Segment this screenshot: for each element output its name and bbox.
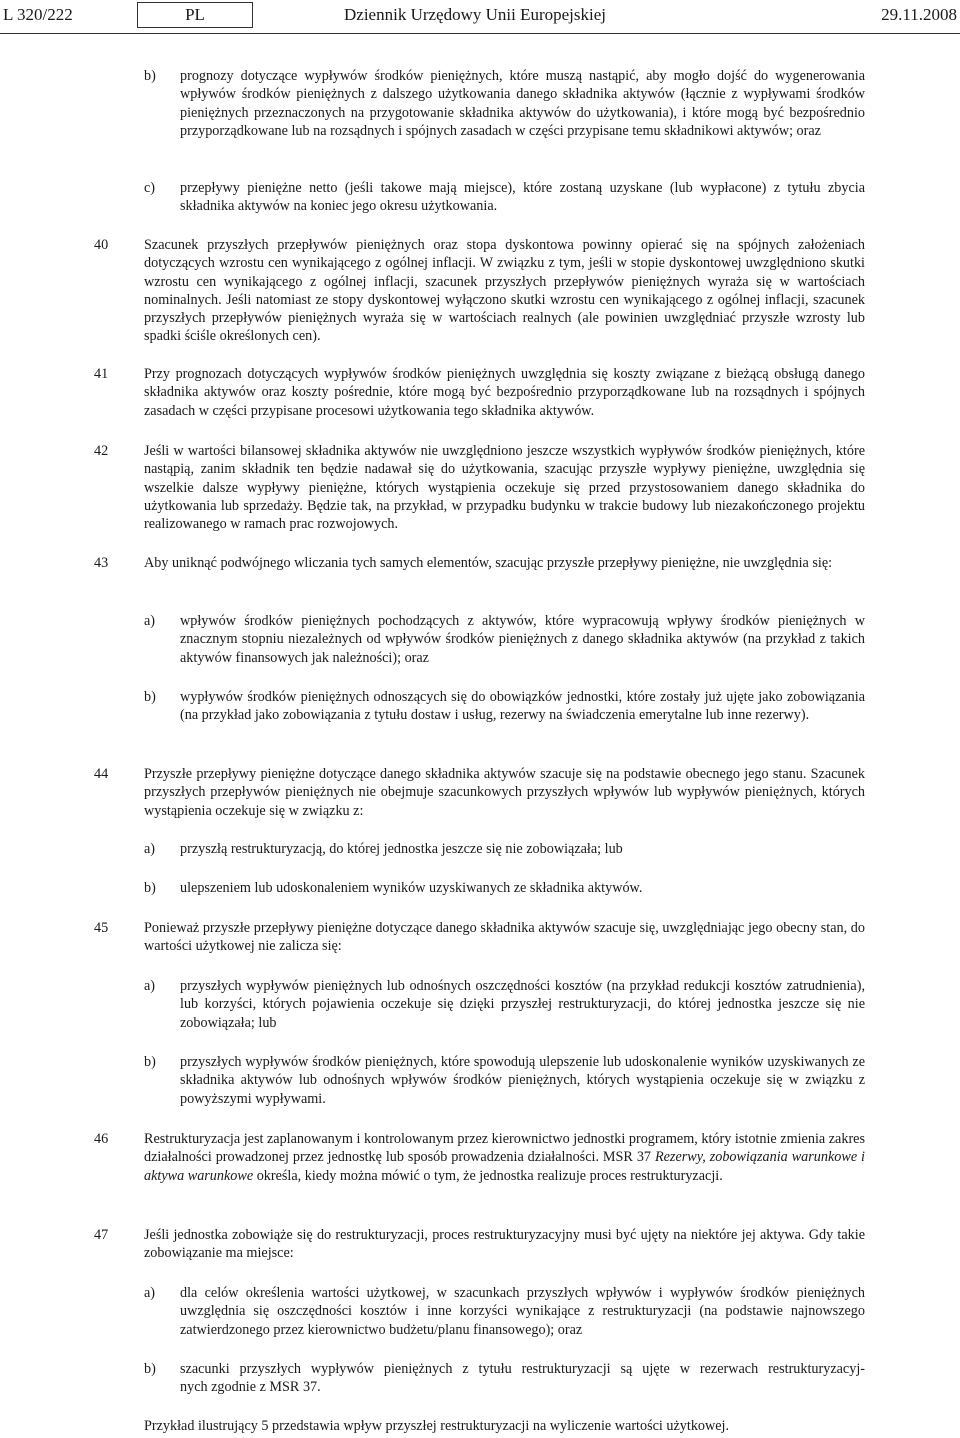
list-item-label: b) bbox=[144, 689, 156, 705]
paragraph-number: 42 bbox=[94, 443, 109, 459]
list-item-line: nych zgodnie z MSR 37. bbox=[180, 1379, 321, 1396]
paragraph: Przyszłe przepływy pieniężne dotyczące danego składnika aktywów szacuje się na podstawie obecnego jego stanu. Szacunek przyszłych przepływów pieniężnych nie obejmuje szacunkowych przyszłych wpływów lub wypływów pieniężnych, których wystąpienia oczekuje się w związku z: bbox=[144, 766, 865, 819]
list-item-label: b) bbox=[144, 880, 156, 896]
paragraph: Przy prognozach dotyczących wypływów środków pieniężnych uwzględnia się koszty związane z bieżącą obsługą danego składnika aktywów oraz koszty pośrednie, które mogą być bezpośrednio przyporządkowane lub na rozsądnych i spójnych zasadach w części przypisane procesowi użytkowania tego składnika aktywów. bbox=[144, 366, 865, 419]
list-item: przyszłych wypływów pieniężnych lub odnośnych oszczędności kosztów (na przykład redukcji kosztów zatrudnienia), lub korzyści, których pojawienia oczekuje się dzięki przyszłej restrukturyzacji, do której jednostka jeszcze się nie zobowiązała; lub bbox=[180, 978, 865, 1031]
page-reference: L 320/222 bbox=[3, 5, 73, 24]
paragraph: Jeśli jednostka zobowiąże się do restrukturyzacji, proces restrukturyzacyjny musi być ujęty na niektóre jej aktywa. Gdy takie zobowiązanie ma miejsce: bbox=[144, 1227, 865, 1262]
paragraph-number: 44 bbox=[94, 766, 109, 782]
paragraph-number: 47 bbox=[94, 1227, 109, 1243]
list-item-label: a) bbox=[144, 978, 156, 994]
paragraph-number: 41 bbox=[94, 366, 109, 382]
closing-note: Przykład ilustrujący 5 przedstawia wpływ przyszłej restrukturyzacji na wyliczenie wartości użytkowej. bbox=[144, 1418, 730, 1434]
list-item-line: szacunki przyszłych wypływów pieniężnych z tytułu restrukturyzacji są ujęte w rezerwach restrukturyzacyj- bbox=[180, 1361, 865, 1377]
paragraph: Aby uniknąć podwójnego wliczania tych samych elementów, szacując przyszłe przepływy pieniężne, nie uwzględnia się: bbox=[144, 555, 833, 571]
list-item-label: b) bbox=[144, 1054, 156, 1070]
paragraph-number: 45 bbox=[94, 920, 109, 936]
paragraph bbox=[144, 1130, 865, 1185]
paragraph-text: Restrukturyzacja jest zaplanowanym i kontrolowanym przez kierownictwo jednostki programem, który istotnie zmienia zakres działalności prowadzonej przez jednostkę lub sposób prowadzenia działalności. MSR 37 bbox=[144, 1131, 865, 1166]
list-item: przyszłych wypływów środków pieniężnych, które spowodują ulepszenie lub udoskonalenie wyników uzyskiwanych ze składnika aktywów lub odnośnych wpływów środków pieniężnych, których wystąpienia oczekuje się w związku z powyższymi wypływami. bbox=[180, 1054, 865, 1107]
publication-date: 29.11.2008 bbox=[881, 5, 957, 24]
list-item: dla celów określenia wartości użytkowej, w szacunkach przyszłych wpływów i wypływów środków pieniężnych uwzględnia się oszczędności kosztów i inne korzyści wynikające z restrukturyzacji (na podstawie najnowszego zatwierdzonego przez kierownictwo budżetu/planu finansowego); oraz bbox=[180, 1285, 865, 1338]
paragraph: Szacunek przyszłych przepływów pieniężnych oraz stopa dyskontowa powinny opierać się na spójnych założeniach dotyczących wzrostu cen wynikającego z ogólnej inflacji. W związku z tym, jeśli w stopie dyskontowej uwzględniono skutki wzrostu cen wynikającego z ogólnej inflacji, szacunek przyszłych przepływów pieniężnych wyraża się w wartościach nominalnych. Jeśli natomiast ze stopy dyskontowej wyłączono skutki wzrostu cen wynikającego z ogólnej inflacji, szacunek przyszłych przepływów pieniężnych wyraża się w wartościach realnych (ale powinien uwzględniać przyszłe wzrosty lub spadki ściśle określonych cen). bbox=[144, 237, 865, 345]
paragraph-number: 46 bbox=[94, 1131, 109, 1147]
journal-title: Dziennik Urzędowy Unii Europejskiej bbox=[344, 5, 607, 24]
list-item-label: c) bbox=[144, 180, 156, 196]
list-item: wypływów środków pieniężnych odnoszących się do obowiązków jednostki, które zostały już ujęte jako zobowiązania (na przykład jako zobowiązania z tytułu dostaw i usług, rezerwy na świadczenia emerytalne lub inne rezerwy). bbox=[180, 689, 865, 724]
standard-title: Rezerwy, zobowiązania warunkowe i aktywa warunkowe bbox=[144, 1149, 865, 1184]
list-item bbox=[180, 1360, 865, 1397]
paragraph: Ponieważ przyszłe przepływy pieniężne dotyczące danego składnika aktywów szacuje się, uwzględniając jego obecny stan, do wartości użytkowej nie zalicza się: bbox=[144, 920, 865, 955]
header-rule bbox=[0, 33, 960, 34]
list-item-label: a) bbox=[144, 841, 156, 857]
paragraph-number: 43 bbox=[94, 555, 109, 571]
list-item-label: b) bbox=[144, 68, 156, 84]
language-box: PL bbox=[137, 2, 253, 28]
list-item: ulepszeniem lub udoskonaleniem wyników uzyskiwanych ze składnika aktywów. bbox=[180, 880, 643, 896]
list-item: przepływy pieniężne netto (jeśli takowe mają miejsce), które zostaną uzyskane (lub wypłacone) z tytułu zbycia składnika aktywów na koniec jego okresu użytkowania. bbox=[180, 180, 865, 215]
paragraph: Jeśli w wartości bilansowej składnika aktywów nie uwzględniono jeszcze wszystkich wypływów środków pieniężnych, które nastąpią, zanim składnik ten będzie nadawał się do użytkowania, szacując przyszłe wypływy pieniężne, uwzględnia się wszelkie dalsze wypływy pieniężne, których wystąpienia oczekuje się przed przystosowaniem danego składnika do użytkowania lub sprzedaży. Będzie tak, na przykład, w przypadku budynku w trakcie budowy lub niezakończonego projektu realizowanego w ramach prac rozwojowych. bbox=[144, 443, 865, 533]
paragraph-text: określa, kiedy można mówić o tym, że jednostka realizuje proces restrukturyzacji. bbox=[253, 1167, 723, 1184]
list-item-label: b) bbox=[144, 1361, 156, 1377]
list-item-label: a) bbox=[144, 1285, 156, 1301]
list-item: wpływów środków pieniężnych pochodzących z aktywów, które wypracowują wpływy środków pieniężnych w znacznym stopniu niezależnych od wpływów środków pieniężnych z danego składnika aktywów (na przykład z takich aktywów finansowych jak należności); oraz bbox=[180, 613, 865, 666]
paragraph-number: 40 bbox=[94, 237, 109, 253]
list-item: przyszłą restrukturyzacją, do której jednostka jeszcze się nie zobowiązała; lub bbox=[180, 841, 623, 857]
page-header bbox=[0, 0, 960, 34]
list-item-label: a) bbox=[144, 613, 156, 629]
list-item: prognozy dotyczące wypływów środków pieniężnych, które muszą nastąpić, aby mogło dojść do wygenerowania wpływów środków pieniężnych z dalszego użytkowania danego składnika aktywów (łącznie z wypływami środków pieniężnych przeznaczonych na przygotowanie składnika aktywów do użytkowania), i które mogą być bezpośrednio przyporządkowane lub na rozsądnych i spójnych zasadach w części przypisane temu składnikowi aktywów; oraz bbox=[180, 68, 865, 139]
